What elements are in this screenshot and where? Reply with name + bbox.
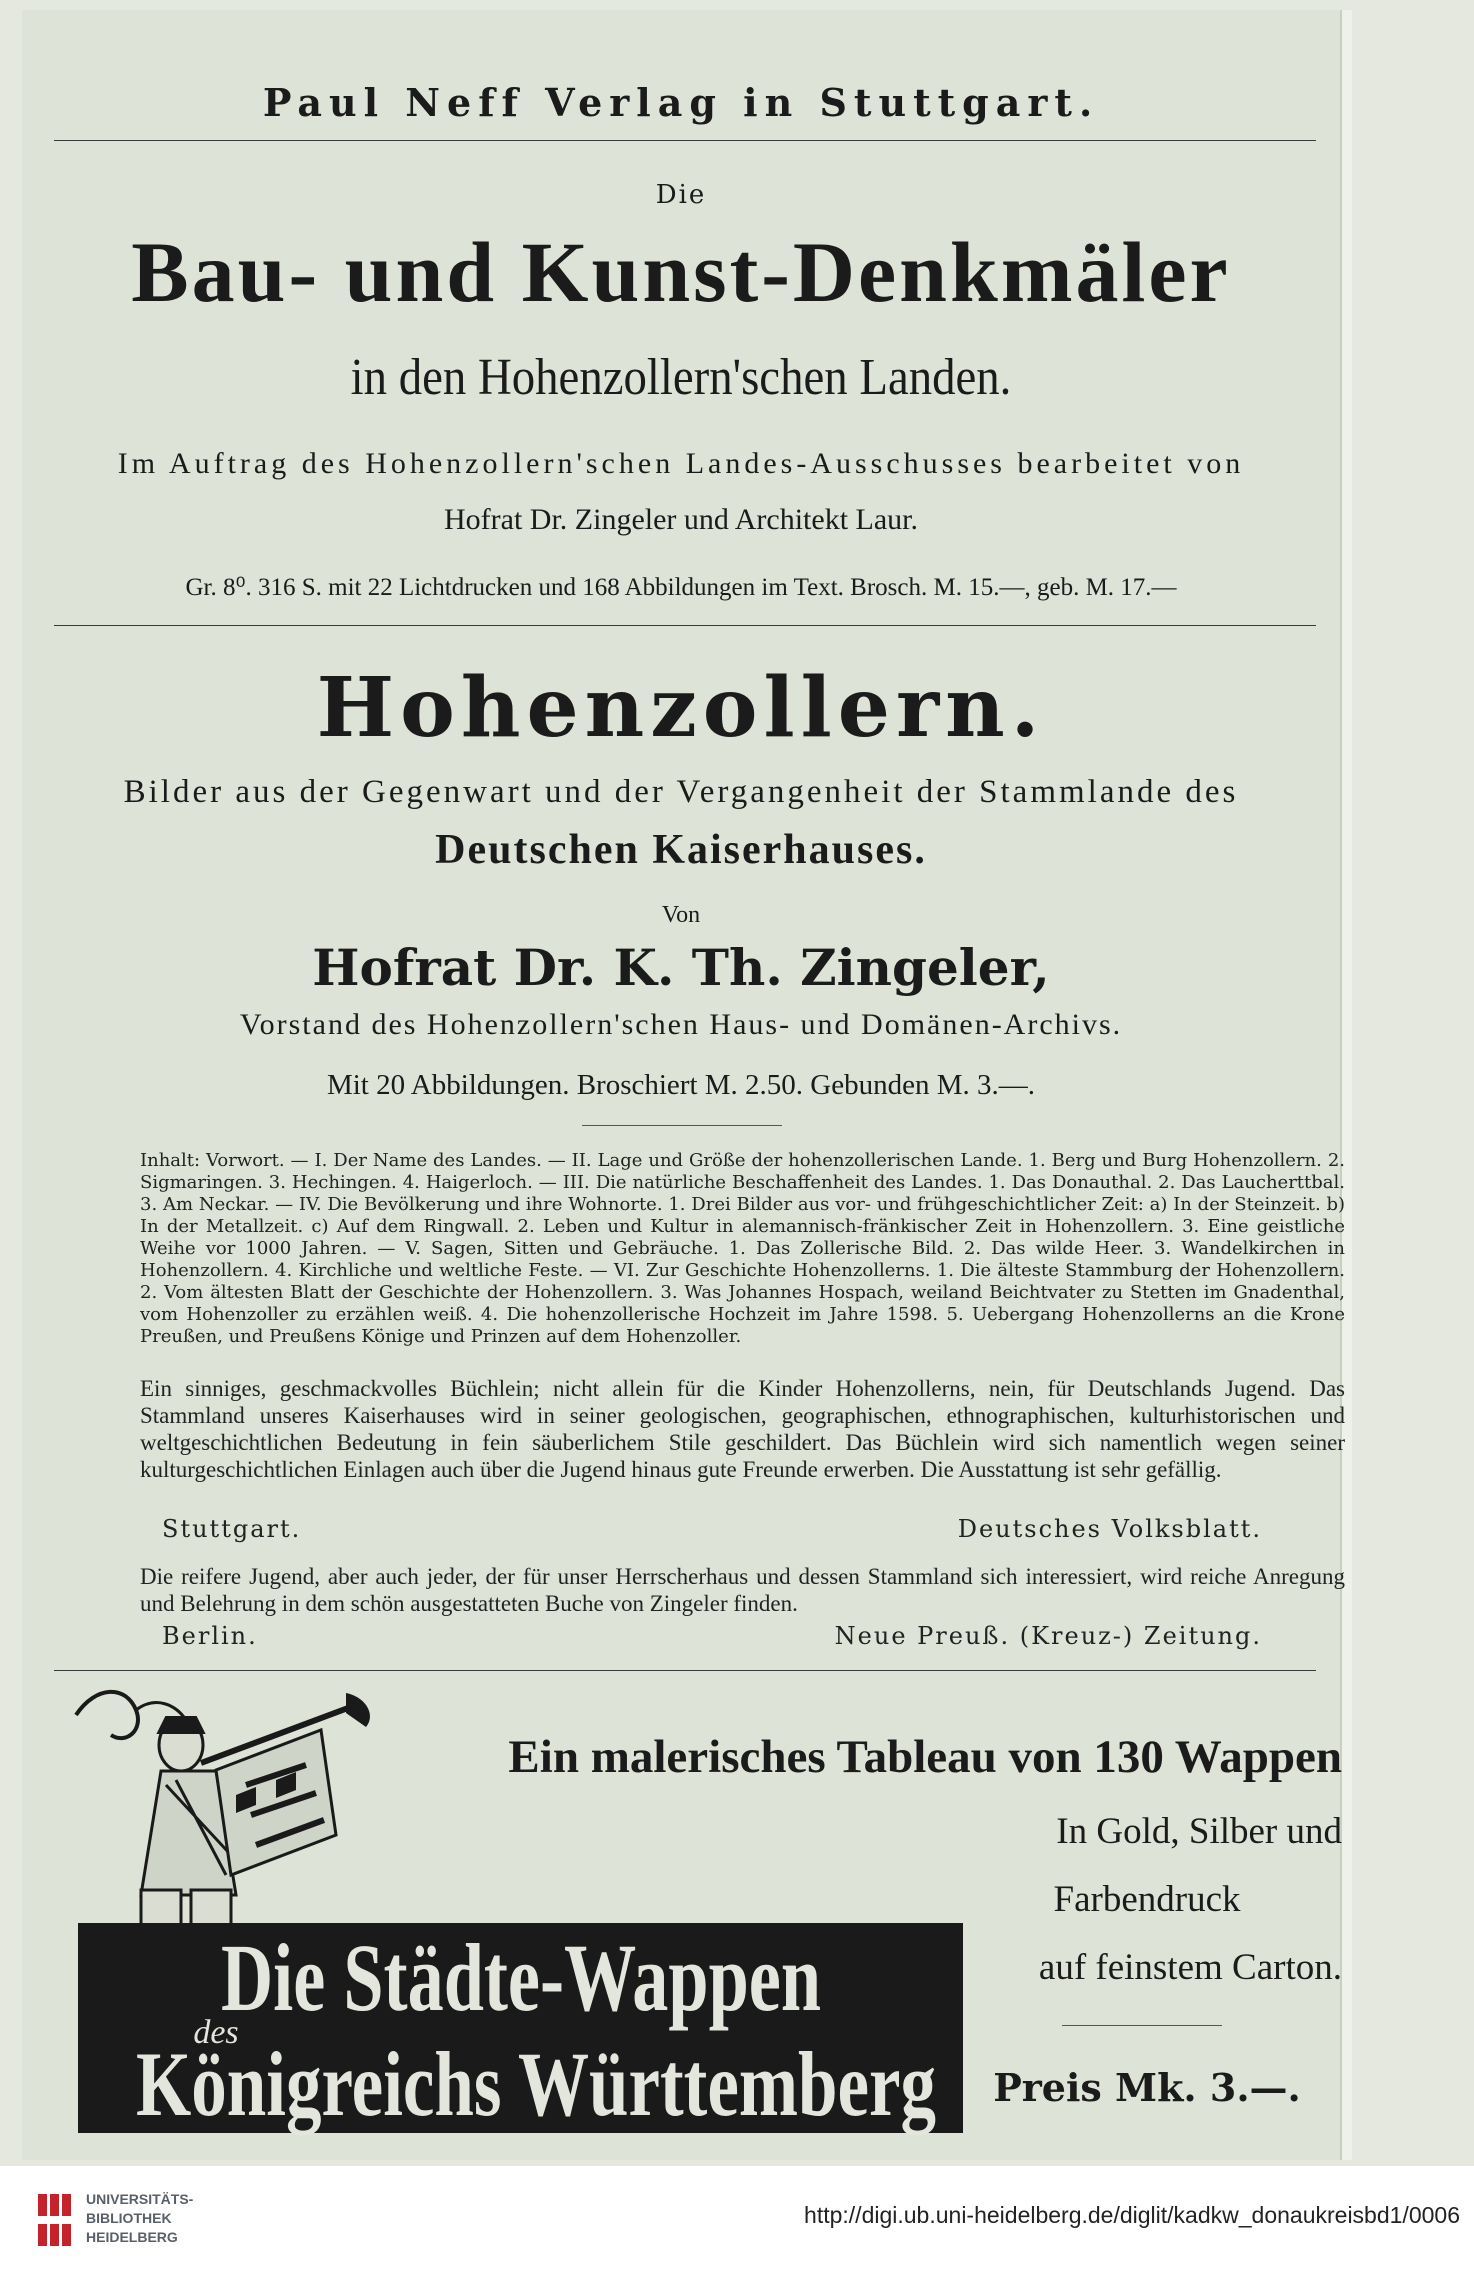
book2-by: Von: [661, 902, 701, 928]
book1-title: Bau- und Kunst-Denkmäler: [131, 224, 1231, 320]
trumpet-icon: [201, 1693, 370, 1875]
banner-title-line2: Königreichs Württemberg: [136, 2033, 936, 2135]
footer-bar: [0, 2166, 1474, 2278]
book2-subtitle-line2: Deutschen Kaiserhauses.: [435, 827, 927, 873]
book1-details: Gr. 8⁰. 316 S. mit 22 Lichtdrucken und 168 Abbildungen im Text. Brosch. M. 15.—, geb. M. 17.—: [185, 574, 1177, 601]
ad-headline: Ein malerisches Tableau von 130 Wappen: [508, 1731, 1342, 1783]
header-rule: [54, 140, 1316, 141]
ad-price-rule: [1062, 2025, 1222, 2026]
review1-source: Deutsches Volksblatt.: [957, 1515, 1262, 1543]
ad-line3: auf feinstem Carton.: [1038, 1947, 1342, 1988]
book2-author-role: Vorstand des Hohenzollern'schen Haus- und Domänen-Archivs.: [239, 1008, 1123, 1041]
university-library-logo-icon: [36, 2188, 74, 2252]
publisher-header: Paul Neff Verlag in Stuttgart.: [262, 80, 1100, 125]
book2-contents: Inhalt: Vorwort. — I. Der Name des Landes. — II. Lage und Größe der hohenzollerischen Lande. 1. Berg und Burg Hohenzollern. 2. Sigmaringen. 3. Hechingen. 4. Haigerloch. — III. Die natürliche Beschaffenheit des Landes. 1. Das Donauthal. 2. Das Laucherttbal. 3. Am Neckar. — IV. Die Bevölkerung und ihre Wohnorte. 1. Drei Bilder aus vor- und frühgeschichtlicher Zeit: a) In der Steinzeit. b) In der Metallzeit. c) Auf dem Ringwall. 2. Leben und Kultur in alemannisch-fränkischer Zeit in Hohenzollern. 3. Eine geistliche Weihe vor 1000 Jahren. — V. Sagen, Sitten und Gebräuche. 1. Das Zollerische Bild. 2. Das wilde Heer. 3. Wandelkirchen in Hohenzollern. 4. Kirchliche und weltliche Feste. — VI. Zur Geschichte Hohenzollerns. 1. Die älteste Stammburg der Hohenzollern. 2. Vom ältesten Blatt der Geschichte der Hohenzollern. 3. Was Johannes Hospach, weiland Beichtvater zu Stetten im Gnadenthal, vom Hohenzoller zu erzählen weiß. 4. Die hohenzollerische Hochzeit im Jahre 1598. 5. Uebergang Hohenzollerns an die Krone Preußen, und Preußens Könige und Prinzen auf dem Hohenzoller.: [140, 1150, 1345, 1347]
book2-details: Mit 20 Abbildungen. Broschiert M. 2.50. Gebunden M. 3.—.: [326, 1069, 1036, 1101]
source-url-link[interactable]: http://digi.ub.uni-heidelberg.de/diglit/kadkw_donaukreisbd1/0006: [804, 2202, 1460, 2228]
review2-place: Berlin.: [162, 1622, 258, 1650]
logo-line1: UNIVERSITÄTS-: [86, 2191, 194, 2207]
flourish-icon: [76, 1692, 138, 1738]
book1-subtitle: in den Hohenzollern'schen Landen.: [350, 349, 1012, 406]
library-logo-text: [86, 2190, 193, 2247]
book1-commission: Im Auftrag des Hohenzollern'schen Landes-Ausschusses bearbeitet von: [117, 447, 1245, 480]
book1-authors: Hofrat Dr. Zingeler und Architekt Laur.: [443, 503, 919, 536]
book2-subtitle-line1: Bilder aus der Gegenwart und der Vergangenheit der Stammlande des: [123, 774, 1239, 810]
ad-line2: Farbendruck: [1053, 1879, 1241, 1920]
logo-line2: BIBLIOTHEK: [86, 2210, 172, 2226]
banner-des: des: [193, 2014, 239, 2051]
ad-line1: In Gold, Silber und: [1056, 1811, 1342, 1852]
section-rule: [54, 625, 1316, 626]
review1-place: Stuttgart.: [162, 1515, 302, 1543]
book2-title: Hohenzollern.: [316, 660, 1046, 756]
review1-text: Ein sinniges, geschmackvolles Büchlein; nicht allein für die Kinder Hohenzollerns, nein, für Deutschlands Jugend. Das Stammland unseres Kaiserhauses wird in seiner geologischen, geographischen, ethnographischen, kulturhistorischen und weltgeschichtlichen Bedeutung in fein säuberlichem Stile geschildert. Das Büchlein wird sich namentlich wegen seiner kulturgeschichtlichen Einlagen auch über die Jugend hinaus gute Freunde erwerben. Die Ausstattung ist sehr gefällig.: [140, 1376, 1345, 1482]
ad-price: Preis Mk. 3.—.: [993, 2065, 1301, 2110]
review2-source: Neue Preuß. (Kreuz-) Zeitung.: [834, 1622, 1262, 1650]
review2-text: Die reifere Jugend, aber auch jeder, der für unser Herrscherhaus und dessen Stammland sich interessiert, wird reiche Anregung und Belehrung in dem schön ausgestatteten Buche von Zingeler finden.: [140, 1564, 1345, 1616]
banner-title-line1: Die Städte-Wappen: [221, 1924, 821, 2031]
ad-top-rule: [54, 1670, 1316, 1671]
document-page: [22, 10, 1345, 2160]
book2-author: Hofrat Dr. K. Th. Zingeler,: [312, 938, 1050, 997]
logo-line3: HEIDELBERG: [86, 2229, 178, 2245]
contents-rule: [582, 1125, 782, 1126]
book1-article: Die: [655, 180, 707, 210]
